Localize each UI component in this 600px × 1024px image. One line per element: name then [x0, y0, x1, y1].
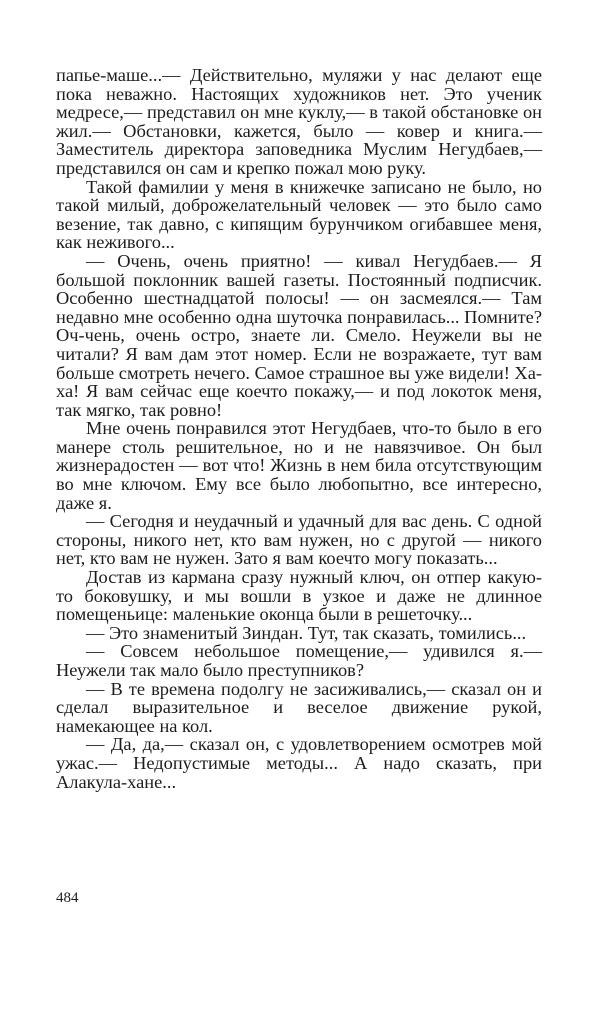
paragraph-2: Такой фамилии у меня в книжечке записано не было, но такой милый, доброжелательный человек — это было само везение, так давно, с кипящим бурунчиком огибавшее меня, как неживого... [56, 176, 542, 253]
page-text [56, 66, 542, 791]
paragraph-6: Достав из кармана сразу нужный ключ, он отпер какую-то боковушку, и мы вошли в узкое и даже не длинное помещеньице: маленькие оконца были в решеточку... [56, 567, 542, 625]
paragraph-3: — Очень, очень приятно! — кивал Негудбаев.— Я большой поклонник вашей газеты. Постоянный подписчик. Особенно шестнадцатой полосы! — он засмеялся.— Там недавно мне особенно одна шуточка понравилась... Помните? Оч-чень, очень остро, знаете ли. Смело. Неужели вы не читали? Я вам дам этот номер. Если не возражаете, тут вам больше смотреть нечего. Самое страшное вы уже видели! Ха-ха! Я вам сейчас еще коечто покажу,— и под локоток меня, так мягко, так ровно! [56, 250, 543, 420]
paragraph-5: — Сегодня и неудачный и удачный для вас день. С одной стороны, никого нет, кто вам нужен, но с другой — никого нет, кто вам не нужен. Зато я вам коечто могу показать... [56, 511, 542, 569]
paragraph-9: — В те времена подолгу не засиживались,— сказал он и сделал выразительное и веселое движение рукой, намекающее на кол. [56, 678, 542, 736]
paragraph-4: Мне очень понравился этот Негудбаев, что-то было в его манере столь решительное, но и не навязчивое. Он был жизнерадостен — вот что! Жизнь в нем била отсутствующим во мне ключом. Ему все было любопытно, все интересно, даже я. [56, 418, 542, 513]
paragraph-1: папье-маше...— Действительно, муляжи у нас делают еще пока неважно. Настоящих художников нет. Это ученик медресе,— представил он мне куклу,— в такой обстановке он жил.— Обстановки, кажется, было — ковер и книга.— Заместитель директора заповедника Муслим Негудбаев,— представился он сам и крепко пожал мою руку. [56, 65, 542, 178]
page-number: 484 [56, 890, 79, 906]
paragraph-8: — Совсем небольшое помещение,— удивился я.— Неужели так мало было преступников? [56, 641, 542, 680]
paragraph-7: — Это знаменитый Зиндан. Тут, так сказать, томились... [86, 622, 527, 643]
paragraph-10: — Да, да,— сказал он, с удовлетворением осмотрев мой ужас.— Недопустимые методы... А надо сказать, при Алакула-хане... [56, 734, 542, 792]
